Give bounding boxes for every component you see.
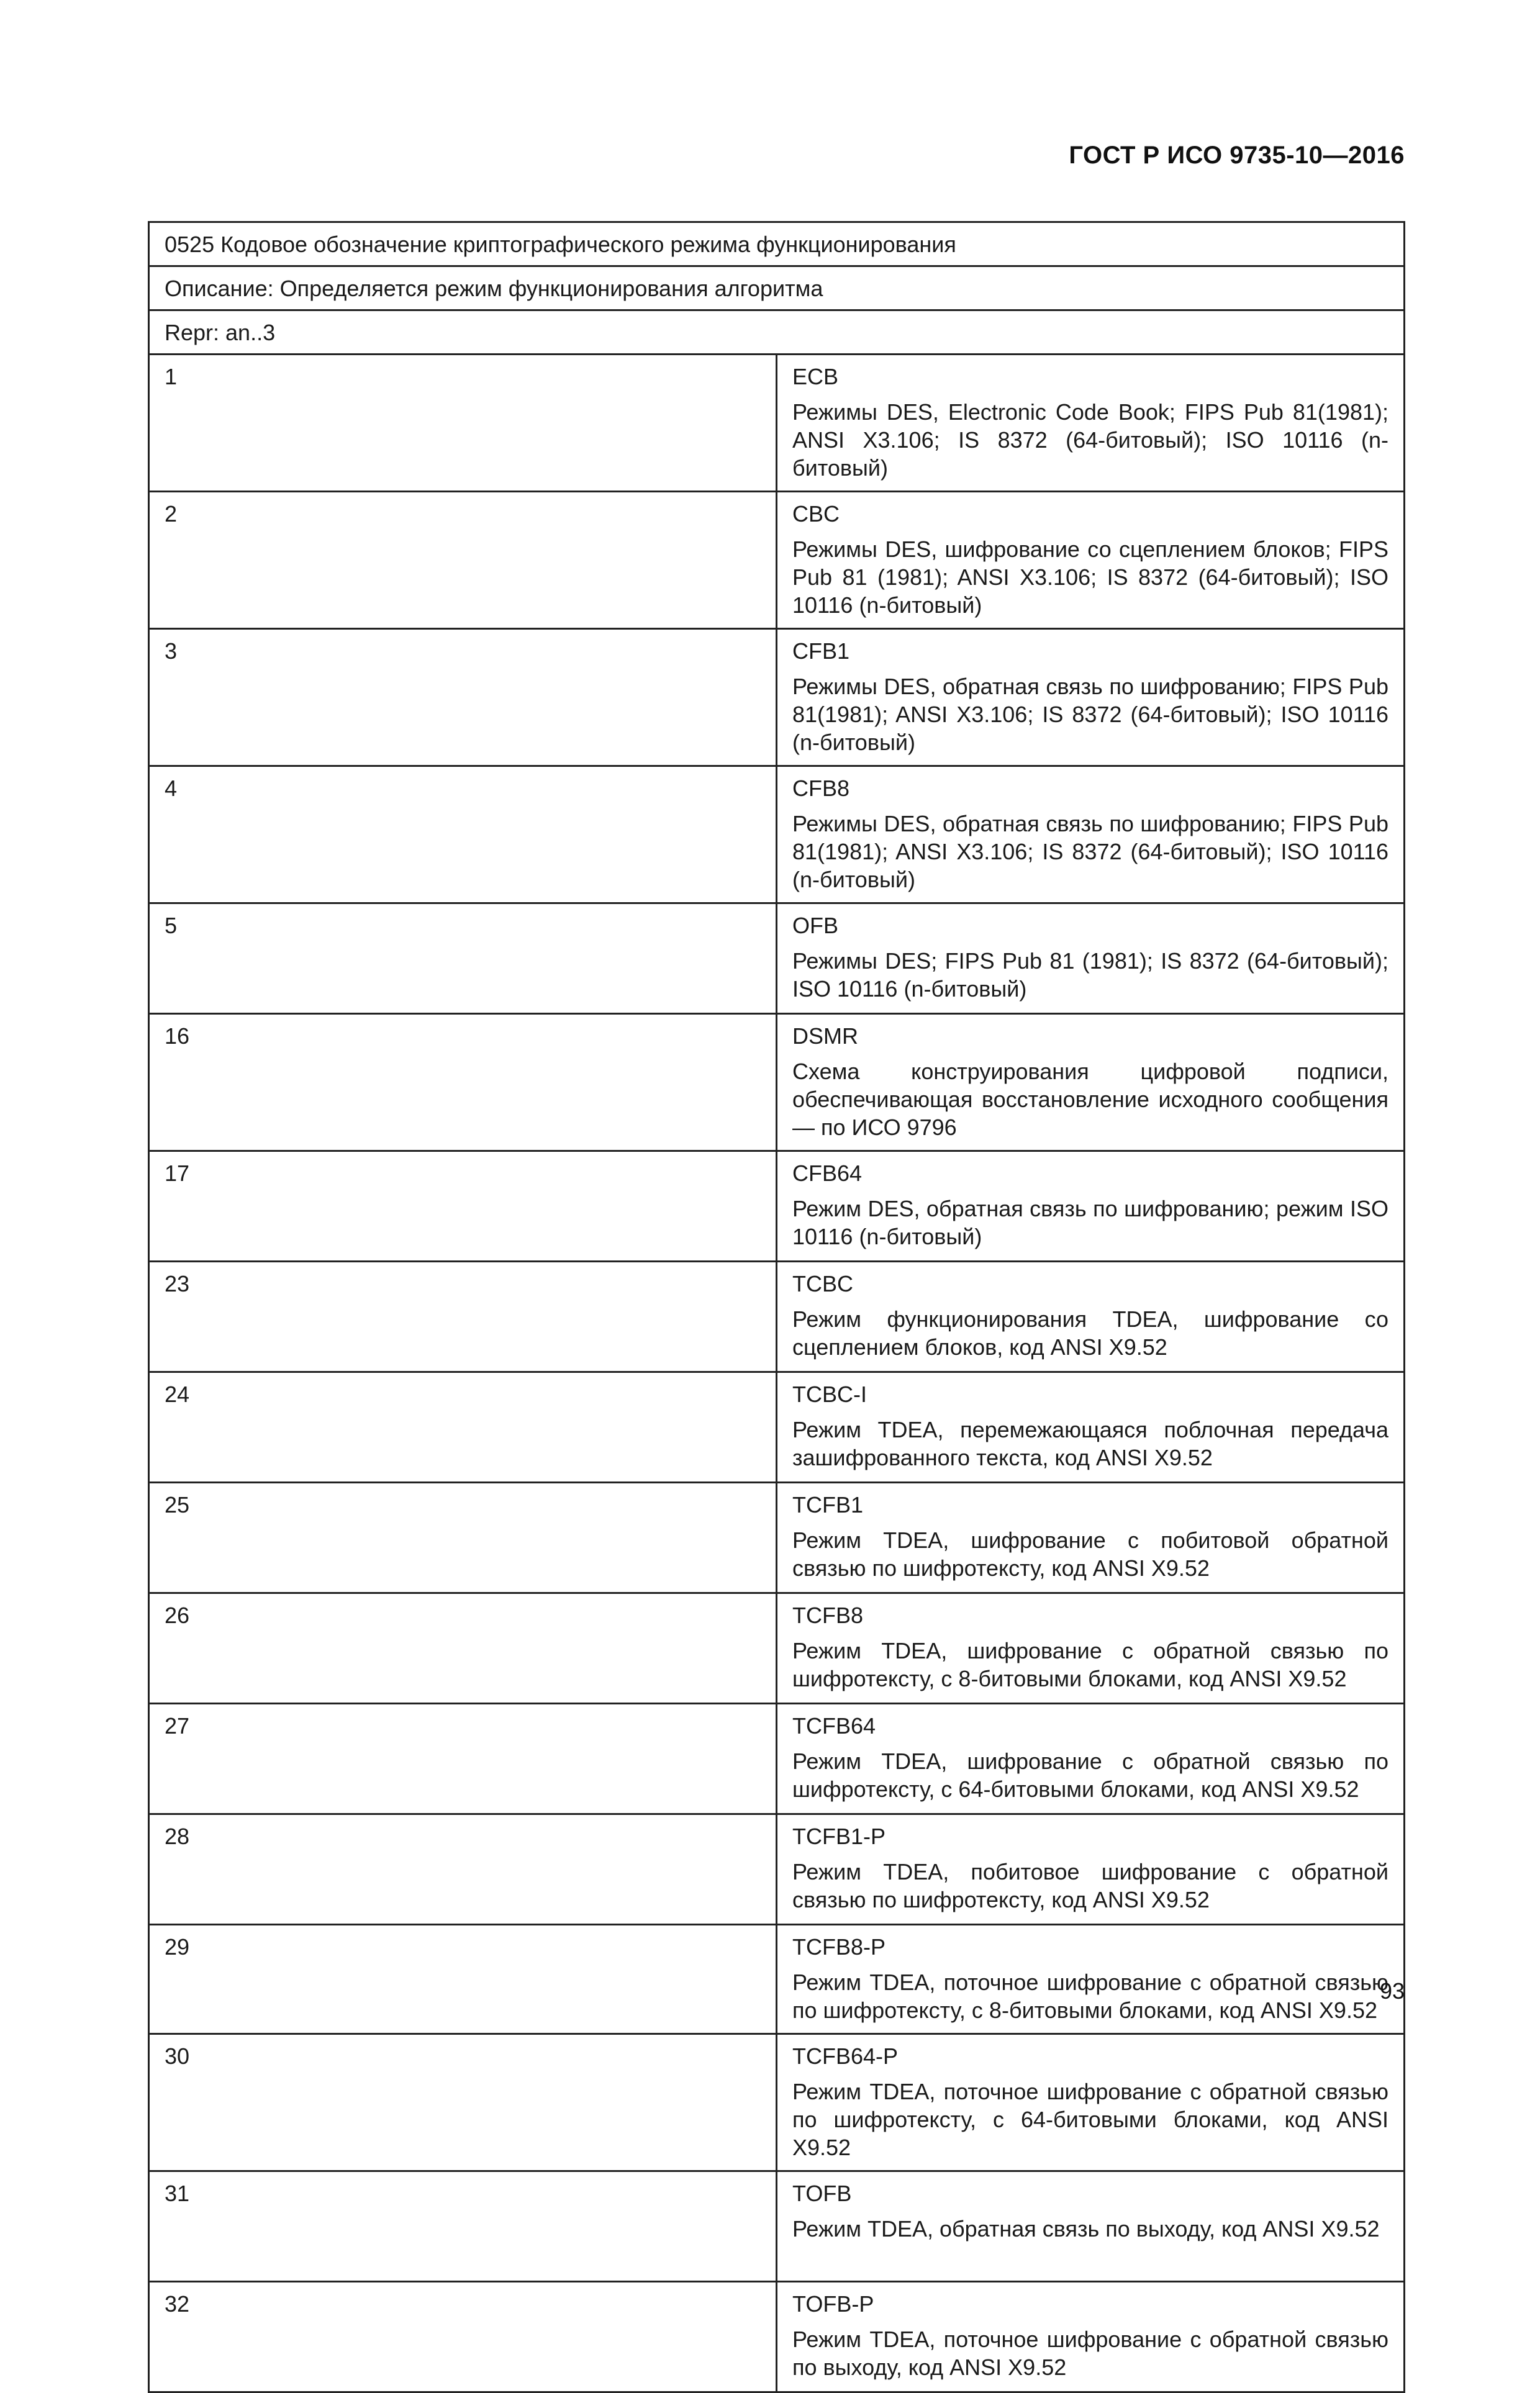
row-entry xyxy=(777,1925,1405,2034)
row-name: TCFB8 xyxy=(792,1603,864,1628)
row-description: Режим DES, обратная связь по шифрованию; режим ISO 10116 (n-битовый) xyxy=(792,1196,1388,1249)
row-description: Режимы DES, шифрование со сцеплением блоков; FIPS Pub 81 (1981); ANSI X3.106; IS 8372 (64-битовый); ISO 10116 (n-битовый) xyxy=(792,536,1388,618)
table-row xyxy=(149,492,1405,629)
row-entry xyxy=(777,1151,1405,1262)
row-code: 26 xyxy=(149,1593,777,1704)
row-name: TCFB1-P xyxy=(792,1824,886,1849)
row-code: 29 xyxy=(149,1925,777,2034)
table-row xyxy=(149,766,1405,903)
row-entry xyxy=(777,1372,1405,1483)
row-entry xyxy=(777,492,1405,629)
table-title-row xyxy=(149,222,1405,266)
row-name: DSMR xyxy=(792,1023,858,1049)
table-description: Описание: Определяется режим функционирования алгоритма xyxy=(149,266,1405,310)
row-code: 1 xyxy=(149,355,777,492)
row-code: 28 xyxy=(149,1814,777,1925)
table-row xyxy=(149,2034,1405,2171)
table-row xyxy=(149,1925,1405,2034)
row-entry xyxy=(777,766,1405,903)
row-code: 32 xyxy=(149,2282,777,2392)
row-code: 4 xyxy=(149,766,777,903)
table-row xyxy=(149,1262,1405,1372)
table-description-row xyxy=(149,266,1405,310)
code-table xyxy=(148,221,1405,2393)
row-code: 3 xyxy=(149,629,777,766)
table-row xyxy=(149,903,1405,1014)
row-name: TOFB-P xyxy=(792,2291,874,2317)
row-entry xyxy=(777,1704,1405,1814)
row-entry xyxy=(777,2034,1405,2171)
row-description: Режимы DES; FIPS Pub 81 (1981); IS 8372 (64-битовый); ISO 10116 (n-битовый) xyxy=(792,948,1388,1002)
row-description: Схема конструирования цифровой подписи, обеспечивающая восстановление исходного сообщения — по ИСО 9796 xyxy=(792,1059,1388,1140)
row-description: Режим TDEA, поточное шифрование с обратной связью по шифротексту, с 64-битовыми блоками, код ANSI X9.52 xyxy=(792,2079,1388,2160)
table-row xyxy=(149,2171,1405,2282)
table-title: 0525 Кодовое обозначение криптографического режима функционирования xyxy=(149,222,1405,266)
row-code: 23 xyxy=(149,1262,777,1372)
table-row xyxy=(149,1483,1405,1593)
row-code: 5 xyxy=(149,903,777,1014)
table-row xyxy=(149,1014,1405,1151)
table-row xyxy=(149,1704,1405,1814)
row-name: CFB64 xyxy=(792,1160,863,1186)
table-repr: Repr: an..3 xyxy=(149,310,1405,355)
row-name: TOFB xyxy=(792,2181,852,2206)
row-entry xyxy=(777,903,1405,1014)
table-row xyxy=(149,629,1405,766)
row-name: TCFB8-P xyxy=(792,1934,886,1960)
row-description: Режим TDEA, перемежающаяся поблочная передача зашифрованного текста, код ANSI X9.52 xyxy=(792,1417,1388,1470)
row-name: ECB xyxy=(792,364,839,389)
table-repr-row xyxy=(149,310,1405,355)
row-entry xyxy=(777,2171,1405,2282)
row-description: Режим TDEA, шифрование с обратной связью по шифротексту, с 8-битовыми блоками, код ANSI X9.52 xyxy=(792,1638,1388,1691)
table-row xyxy=(149,1814,1405,1925)
row-description: Режим TDEA, обратная связь по выходу, код ANSI X9.52 xyxy=(792,2216,1380,2241)
row-name: TCFB64 xyxy=(792,1713,876,1739)
row-code: 2 xyxy=(149,492,777,629)
row-description: Режим TDEA, шифрование с обратной связью по шифротексту, с 64-битовыми блоками, код ANSI X9.52 xyxy=(792,1748,1388,1802)
row-entry xyxy=(777,2282,1405,2392)
row-code: 30 xyxy=(149,2034,777,2171)
row-code: 16 xyxy=(149,1014,777,1151)
table-row xyxy=(149,1372,1405,1483)
row-description: Режим TDEA, поточное шифрование с обратной связью по выходу, код ANSI X9.52 xyxy=(792,2327,1388,2380)
row-name: CFB1 xyxy=(792,638,850,664)
row-entry xyxy=(777,1262,1405,1372)
row-code: 27 xyxy=(149,1704,777,1814)
table-row xyxy=(149,1593,1405,1704)
page-number: 93 xyxy=(1379,1978,1405,2004)
row-name: CFB8 xyxy=(792,776,850,801)
row-code: 31 xyxy=(149,2171,777,2282)
row-name: TCFB64-P xyxy=(792,2043,899,2069)
document-header: ГОСТ Р ИСО 9735-10—2016 xyxy=(1069,142,1405,169)
row-description: Режимы DES, обратная связь по шифрованию; FIPS Pub 81(1981); ANSI X3.106; IS 8372 (64-битовый); ISO 10116 (n-битовый) xyxy=(792,811,1388,892)
row-name: OFB xyxy=(792,913,839,938)
row-code: 17 xyxy=(149,1151,777,1262)
row-entry xyxy=(777,1814,1405,1925)
row-code: 24 xyxy=(149,1372,777,1483)
row-description: Режим TDEA, побитовое шифрование с обратной связью по шифротексту, код ANSI X9.52 xyxy=(792,1859,1388,1912)
row-entry xyxy=(777,1483,1405,1593)
row-description: Режимы DES, Electronic Code Book; FIPS Pub 81(1981); ANSI X3.106; IS 8372 (64-битовый); ISO 10116 (n-битовый) xyxy=(792,399,1388,481)
row-description: Режим TDEA, шифрование с побитовой обратной связью по шифротексту, код ANSI X9.52 xyxy=(792,1527,1388,1581)
row-description: Режим TDEA, поточное шифрование с обратной связью по шифротексту, с 8-битовыми блоками, код ANSI X9.52 xyxy=(792,1970,1388,2023)
table-row xyxy=(149,1151,1405,1262)
table-row xyxy=(149,2282,1405,2392)
row-name: TCFB1 xyxy=(792,1492,864,1518)
row-entry xyxy=(777,355,1405,492)
row-entry xyxy=(777,1014,1405,1151)
row-code: 25 xyxy=(149,1483,777,1593)
row-entry xyxy=(777,629,1405,766)
row-description: Режимы DES, обратная связь по шифрованию; FIPS Pub 81(1981); ANSI X3.106; IS 8372 (64-битовый); ISO 10116 (n-битовый) xyxy=(792,674,1388,755)
row-description: Режим функционирования TDEA, шифрование со сцеплением блоков, код ANSI X9.52 xyxy=(792,1306,1388,1360)
table-row xyxy=(149,355,1405,492)
row-name: CBC xyxy=(792,501,840,527)
row-name: TCBC-I xyxy=(792,1382,867,1407)
row-name: TCBC xyxy=(792,1271,853,1296)
row-entry xyxy=(777,1593,1405,1704)
